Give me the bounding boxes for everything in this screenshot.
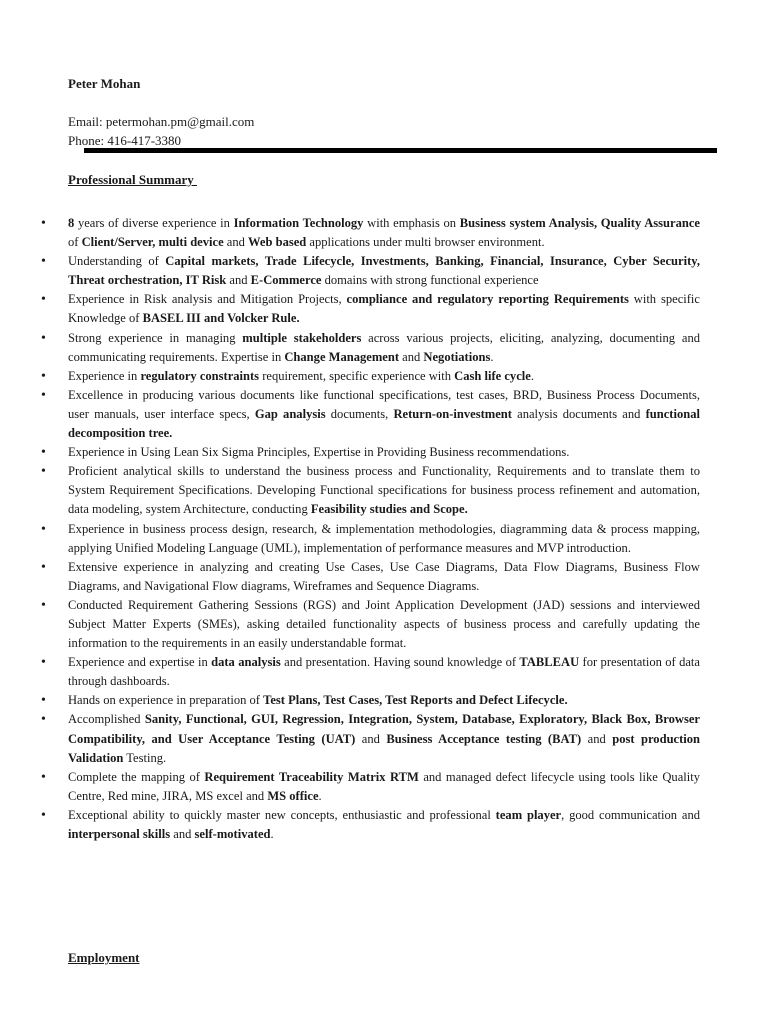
bullet-text: of [68,235,82,250]
bullet-bold-text: BASEL III and Volcker Rule. [142,311,300,326]
bullet-text: and managed defect lifecycle using tools like Quality Centre, Red mine, JIRA, MS excel and [68,769,700,803]
bullet-marker: • [41,712,46,728]
bullet-marker: • [41,445,46,461]
bullet-marker: • [41,330,46,346]
bullet-text: with specific Knowledge of [68,292,700,326]
bullet-text: and [170,827,195,841]
bullet-text: analysis documents and [511,406,646,421]
bullet-marker: • [41,597,46,613]
bullet-bold-text: Negotiations [423,349,491,364]
bullet-text: applications under multi browser environment. [306,235,545,250]
summary-bullet [41,386,700,443]
bullet-text: and [355,731,387,746]
bullet-bold-text: Test Plans, Test Cases, Test Reports and Defect Lifecycle. [263,693,568,708]
bullet-text: and [399,349,424,364]
bullet-text: and presentation. Having sound knowledge of [280,655,520,670]
bullet-marker: • [41,387,46,403]
bullet-text: Complete the mapping of [68,769,205,784]
bullet-bold-text: self-motivated [194,827,271,841]
summary-bullet [41,596,700,653]
employment-heading: Employment [68,950,140,965]
bullet-text: Experience and expertise in [68,655,212,670]
bullet-text: and [223,235,249,250]
bullet-bold-text: interpersonal skills [68,827,171,841]
bullet-text: Strong experience in managing [68,330,243,345]
email-line: Email: petermohan.pm@gmail.com [68,114,255,129]
bullet-text: domains with strong functional experience [321,273,539,288]
bullet-bold-text: 8 [68,216,75,230]
bullet-text: Understanding of [68,254,166,269]
bullet-bold-text: team player [495,807,562,822]
summary-bullet [41,443,700,462]
bullet-text: Excellence in producing various documents like functional specifications, test cases, BRD, Business Process Documents, user manuals, user interface specs, [68,387,700,421]
bullet-bold-text: Requirement Traceability Matrix RTM [204,769,419,784]
bullet-text: for presentation of data through dashboards. [68,655,700,689]
header-divider [84,148,717,153]
summary-bullet [41,214,700,252]
summary-bullet [41,462,700,519]
bullet-bold-text: Gap analysis [254,406,326,421]
summary-bullet [41,691,700,710]
summary-bullet-list [41,214,701,844]
bullet-bold-text: Change Management [284,349,400,364]
bullet-marker: • [41,464,46,480]
bullet-marker: • [41,807,46,823]
summary-bullet [41,806,700,844]
bullet-text: Experience in Using Lean Six Sigma Principles, Expertise in Providing Business recommendations. [68,445,570,460]
bullet-text: Extensive experience in analyzing and creating Use Cases, Use Case Diagrams, Data Flow Diagrams, Business Flow Diagrams, and Navigational Flow diagrams, Wireframes and Sequence Diagrams. [68,559,700,593]
phone-line: Phone: 416-417-3380 [68,133,182,148]
candidate-name: Peter Mohan [68,76,141,91]
summary-bullet [41,290,700,328]
summary-bullet [41,252,700,290]
bullet-bold-text: Client/Server, multi device [81,235,224,250]
summary-bullet [41,329,700,367]
summary-bullet [41,558,700,596]
bullet-bold-text: Business system Analysis, Quality Assurance [459,216,700,230]
bullet-marker: • [41,521,46,537]
bullet-text: . [318,788,322,803]
bullet-text: Experience in business process design, research, & implementation methodologies, diagramming data & process mapping, applying Unified Modeling Language (UML), implementation of performance measures and MVP introduction. [68,521,700,555]
bullet-bold-text: post production Validation [68,731,701,765]
bullet-bold-text: multiple stakeholders [242,330,362,345]
bullet-text: Proficient analytical skills to understand the business process and Functionality, Requirements and to translate them to System Requirement Specifications. Developing Functional specifications for business process refinement and automation, data modeling, system Architecture, conducting [68,464,700,517]
bullet-text: and [581,731,613,746]
bullet-bold-text: Business Acceptance testing (BAT) [386,731,582,746]
bullet-marker: • [41,368,46,384]
bullet-text: years of diverse experience in [74,216,234,230]
bullet-text: . [270,827,274,841]
bullet-text: Exceptional ability to quickly master new concepts, enthusiastic and professional [68,807,496,822]
bullet-bold-text: MS office [267,788,319,803]
bullet-bold-text: Cash life cycle [454,368,531,383]
summary-bullet [41,710,701,767]
bullet-text: , good communication and [561,807,700,822]
bullet-marker: • [41,216,46,231]
bullet-text: requirement, specific experience with [259,368,455,383]
bullet-text: . [490,349,494,364]
summary-bullet [41,367,700,386]
bullet-marker: • [41,693,46,709]
bullet-bold-text: regulatory constraints [140,368,260,383]
bullet-bold-text: TABLEAU [519,655,580,670]
bullet-text: with emphasis on [363,216,460,230]
bullet-marker: • [41,254,46,270]
bullet-marker: • [41,655,46,671]
bullet-marker: • [41,559,46,575]
bullet-bold-text: compliance and regulatory reporting Requirements [346,292,629,307]
bullet-bold-text: data analysis [211,655,281,670]
bullet-bold-text: E-Commerce [250,273,322,288]
bullet-bold-text: Web based [248,235,307,250]
bullet-bold-text: functional decomposition tree. [68,406,700,441]
summary-bullet [41,520,700,558]
bullet-text: Conducted Requirement Gathering Sessions (RGS) and Joint Application Development (JAD) sessions and interviewed Subject Matter Experts (SMEs), asking detailed functionality aspects of business process and carefully updating the information to the requirements in an easily understandable format. [68,597,700,651]
summary-bullet [41,653,700,691]
bullet-text: and [226,273,251,288]
bullet-text: . [530,368,534,383]
bullet-bold-text: Return-on-investment [393,406,512,421]
bullet-text: documents, [325,406,394,421]
bullet-bold-text: Feasibility studies and Scope. [310,502,468,517]
bullet-text: Experience in Risk analysis and Mitigation Projects, [68,292,347,307]
bullet-bold-text: Information Technology [233,216,364,230]
summary-bullet [41,768,700,806]
bullet-text: Accomplished [68,712,145,727]
bullet-marker: • [41,769,46,785]
bullet-bold-text: Sanity, Functional, GUI, Regression, Integration, System, Database, Exploratory, Black Box, Browser Compatibility, and User Acceptance Testing (UAT) [68,712,700,746]
bullet-text: across various projects, eliciting, analyzing, documenting and communicating requirements. Expertise in [68,330,700,364]
bullet-marker: • [41,292,46,308]
bullet-text: Experience in [68,368,141,383]
bullet-bold-text: Capital markets, Trade Lifecycle, Investments, Banking, Financial, Insurance, Cyber Security, Threat orchestration, IT Risk [68,254,700,288]
bullet-text: Hands on experience in preparation of [68,693,264,708]
professional-summary-heading: Professional Summary [68,172,198,187]
bullet-text: Testing. [123,750,167,765]
